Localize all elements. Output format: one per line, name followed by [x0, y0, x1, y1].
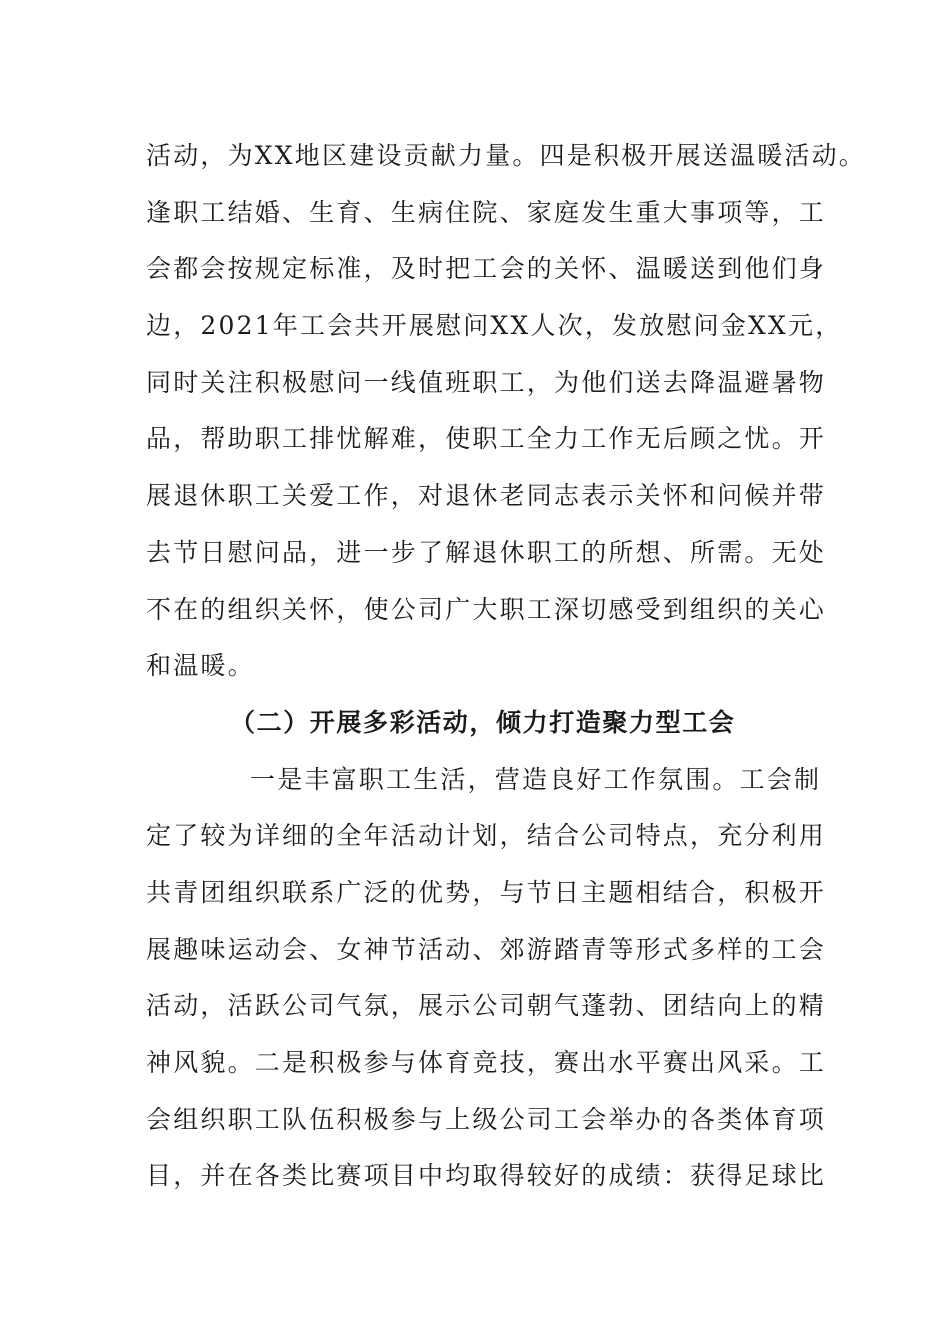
- text-line: 活动，活跃公司气氛，展示公司朝气蓬勃、团结向上的精: [146, 991, 827, 1021]
- text-line: 边，2021年工会共开展慰问XX人次，发放慰问金XX元，: [146, 311, 843, 341]
- text-line: 目，并在各类比赛项目中均取得较好的成绩：获得足球比: [146, 1161, 827, 1191]
- text-line: 会都会按规定标准，及时把工会的关怀、温暖送到他们身: [146, 254, 827, 284]
- text-line: 不在的组织关怀，使公司广大职工深切感受到组织的关心: [146, 594, 827, 624]
- text-line: 品，帮助职工排忧解难，使职工全力工作无后顾之忧。开: [146, 424, 827, 454]
- text-line: 定了较为详细的全年活动计划，结合公司特点，充分利用: [146, 821, 827, 851]
- text-line: 去节日慰问品，进一步了解退休职工的所想、所需。无处: [146, 537, 827, 567]
- section-heading: （二）开展多彩活动，倾力打造聚力型工会: [230, 707, 736, 737]
- text-line: 逢职工结婚、生育、生病住院、家庭发生重大事项等，工: [146, 197, 827, 227]
- text-line: 神风貌。二是积极参与体育竞技，赛出水平赛出风采。工: [146, 1048, 827, 1077]
- text-line: 展退休职工关爱工作，对退休老同志表示关怀和问候并带: [146, 481, 827, 511]
- text-line: 活动，为XX地区建设贡献力量。四是积极开展送温暖活动。: [146, 141, 866, 170]
- paragraph-welfare-activities: [146, 128, 866, 695]
- text-line: 共青团组织联系广泛的优势，与节日主题相结合，积极开: [146, 877, 827, 907]
- text-line: 和温暖。: [146, 651, 255, 681]
- text-line: 展趣味运动会、女神节活动、郊游踏青等形式多样的工会: [146, 934, 827, 964]
- text-line: 一是丰富职工生活，营造良好工作氛围。工会制: [250, 764, 822, 794]
- document-body: [146, 128, 866, 1205]
- text-line: 同时关注积极慰问一线值班职工，为他们送去降温避暑物: [146, 367, 827, 397]
- paragraph-colorful-activities: [146, 752, 827, 1206]
- text-line: 会组织职工队伍积极参与上级公司工会举办的各类体育项: [146, 1104, 827, 1134]
